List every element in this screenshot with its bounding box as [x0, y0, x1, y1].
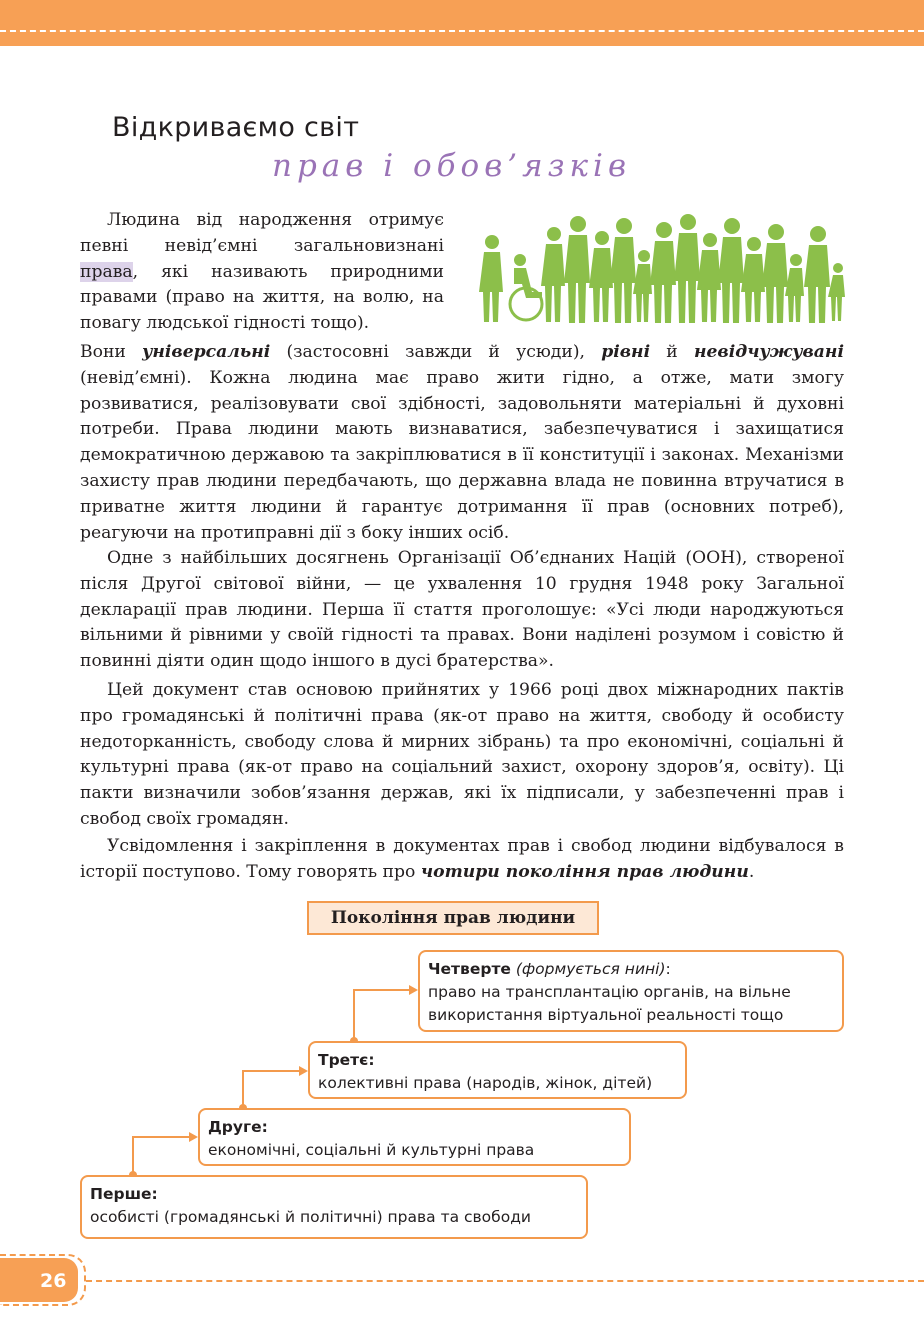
paragraph-text: (невід’ємні). Кожна людина має право жити гідно, а отже, мати змогу розвиватися, реалізовувати свої здібності, задовольняти матеріальні й духовні потреби. Права людини мають визнаватися, забезпечуватися і захищатися демократичною державою та закріплюватися в її конституції і законах. Механізми захисту прав людини передбачають, що державна влада не повинна втручатися в приватне життя людини й гарантує дотримання її прав (основних потреб), реагуючи на протиправні дії з боку інших осіб.	[80, 367, 844, 543]
intro-text: Людина від народження отримує певні невід’ємні загальновизнані	[80, 210, 444, 256]
highlighted-term: права	[80, 261, 133, 282]
page-number: 26	[40, 1270, 67, 1292]
generation-name: Четверте	[428, 960, 511, 978]
generation-description: економічні, соціальні й культурні права	[208, 1141, 535, 1159]
term-universal: універсальні	[142, 342, 271, 362]
generation-name: Друге:	[208, 1118, 268, 1136]
bottom-dashed-line	[86, 1280, 924, 1282]
generation-first	[80, 1175, 588, 1239]
paragraph-rights-properties	[80, 340, 844, 546]
paragraph-text: Усвідомлення і закріплення в документах прав і свобод людини відбувалося в історії поступово. Тому говорять про	[80, 836, 844, 882]
generation-suffix: :	[665, 960, 671, 978]
paragraph-text: (застосовні завжди й усюди),	[270, 342, 602, 362]
generation-description: право на трансплантацію органів, на вільне використання віртуальної реальності тощо	[428, 983, 791, 1024]
section-title: Відкриваємо світ	[112, 112, 360, 143]
generation-fourth	[418, 950, 844, 1032]
paragraph-text: й	[650, 342, 694, 362]
intro-paragraph	[80, 208, 444, 337]
paragraph-text: Вони	[80, 342, 143, 362]
top-dashed-line	[0, 30, 924, 32]
generation-note: (формується нині)	[515, 960, 666, 978]
generation-name: Третє:	[318, 1051, 375, 1069]
paragraph-text: .	[748, 861, 755, 882]
section-subtitle: прав і обов’язків	[272, 148, 632, 184]
top-band	[0, 0, 924, 46]
people-silhouettes-image	[478, 212, 848, 324]
intro-text-continued: , які називають природними правами (право на життя, на волю, на повагу людської гідності тощо).	[80, 261, 444, 334]
generation-description: колективні права (народів, жінок, дітей)	[318, 1074, 653, 1092]
generations-diagram-title: Покоління прав людини	[307, 901, 599, 935]
generation-third	[308, 1041, 687, 1099]
paragraph-un-declaration: Одне з найбільших досягнень Організації Об’єднаних Націй (ООН), створеної після Другої світової війни, — це ухвалення 10 грудня 1948 року Загальної декларації прав людини. Перша її стаття проголошує: «Усі люди народжуються вільними й рівними у своїй гідності та правах. Вони наділені розумом і совістю й повинні діяти один щодо іншого в дусі братерства».	[80, 548, 844, 672]
generation-second	[198, 1108, 631, 1166]
term-equal: рівні	[601, 342, 651, 362]
generation-description: особисті (громадянські й політичні) права та свободи	[90, 1208, 532, 1226]
term-four-generations: чотири покоління прав людини	[420, 861, 749, 882]
term-inalienable: невідчужувані	[693, 342, 844, 362]
paragraph-generations-intro	[80, 834, 844, 886]
paragraph-covenants: Цей документ став основою прийнятих у 1966 році двох міжнародних пактів про громадянські й політичні права (як-от право на життя, свободу й особисту недоторканність, свободу слова й мирних зібрань) та про економічні, соціальні й культурні права (як-от право на соціальний захист, охорону здоров’я, освіту). Ці пакти визначили зобов’язання держав, які їх підписали, у забезпеченні прав і свобод своїх громадян.	[80, 680, 844, 829]
generation-name: Перше:	[90, 1185, 158, 1203]
